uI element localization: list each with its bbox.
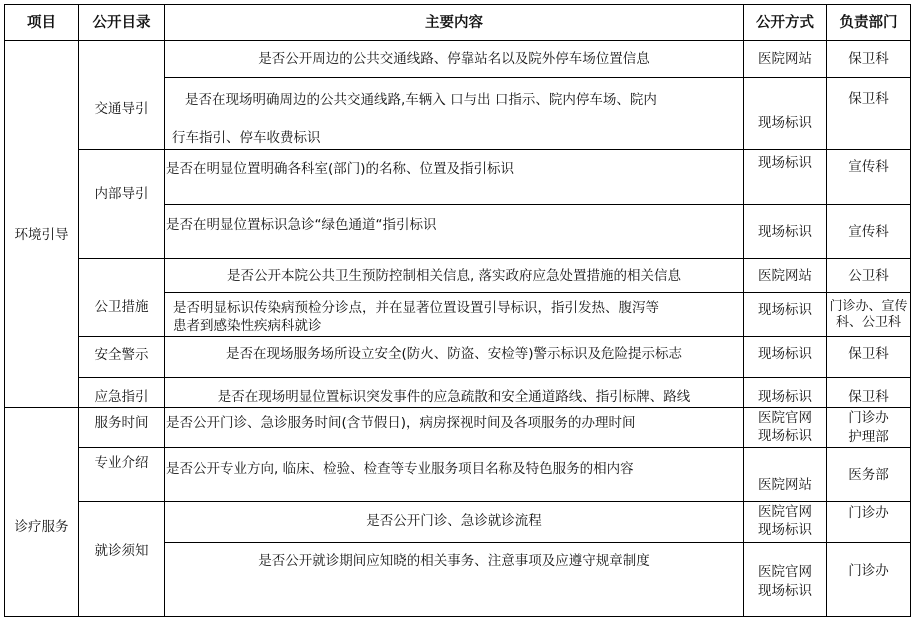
row-content: 是否在明显位置明确各科室(部门)的名称、位置及指引标识 — [166, 161, 515, 177]
row-dept: 宣传科 — [848, 159, 889, 175]
section-medical: 诊疗服务 — [14, 519, 69, 535]
row-dept: 宣传科 — [848, 224, 889, 240]
header-divider — [4, 40, 911, 41]
row-dept: 保卫科 — [848, 91, 889, 107]
catalog-public-health: 公卫措施 — [94, 299, 149, 315]
row-dept: 公卫科 — [848, 268, 889, 284]
row-divider — [164, 204, 911, 205]
catalog-emergency: 应急指引 — [94, 389, 149, 405]
header-content: 主要内容 — [425, 14, 483, 31]
row-method: 现场标识 — [758, 389, 812, 405]
row-divider — [78, 377, 911, 378]
section-divider — [4, 407, 911, 408]
row-content: 是否在现场明显位置标识突发事件的应急疏散和安全通道路线、指引标牌、路线 — [217, 389, 691, 405]
header-dept: 负责部门 — [839, 14, 898, 31]
row-content: 是否公开本院公共卫生预防控制相关信息, 落实政府应急处置措施的相关信息 — [226, 268, 682, 284]
row-content-line2: 行车指引、停车收费标识 — [172, 130, 321, 146]
row-content-line1: 是否明显标识传染病预检分诊点，并在显著位置设置引导标识，指引发热、腹泻等 — [173, 300, 659, 316]
catalog-traffic: 交通导引 — [94, 101, 149, 117]
row-divider — [78, 258, 911, 259]
row-dept: 保卫科 — [848, 389, 889, 405]
row-dept: 门诊办 — [848, 563, 889, 579]
row-dept-line1: 门诊办、宣传 — [829, 299, 908, 314]
border-bottom — [4, 616, 911, 617]
row-divider — [164, 542, 911, 543]
row-content: 是否公开周边的公共交通线路、停靠站名以及院外停车场位置信息 — [258, 51, 650, 67]
row-method: 医院网站 — [758, 477, 812, 493]
row-dept: 保卫科 — [848, 51, 889, 67]
catalog-specialty: 专业介绍 — [94, 455, 149, 471]
row-divider — [78, 149, 911, 150]
row-content-line1: 是否在现场明确周边的公共交通线路,车辆入 口与出 口指示、院内停车场、院内 — [185, 92, 657, 108]
row-method-line2: 现场标识 — [758, 522, 812, 538]
header-catalog: 公开目录 — [92, 14, 151, 31]
row-method: 现场标识 — [758, 346, 812, 362]
row-divider — [78, 447, 911, 448]
row-content: 是否在明显位置标识急诊“绿色通道“指引标识 — [166, 217, 437, 233]
row-method: 现场标识 — [758, 115, 812, 131]
row-dept: 保卫科 — [848, 346, 889, 362]
row-divider — [78, 501, 911, 502]
row-content: 是否公开专业方向, 临床、检验、检查等专业服务项目名称及特色服务的相内容 — [166, 461, 634, 477]
row-content: 是否公开门诊、急诊服务时间(含节假日)，病房探视时间及各项服务的办理时间 — [166, 415, 636, 431]
catalog-visit: 就诊须知 — [94, 543, 149, 559]
row-method-line1: 医院官网 — [758, 504, 812, 520]
row-method: 现场标识 — [758, 302, 812, 318]
catalog-internal: 内部导引 — [94, 186, 149, 202]
catalog-safety: 安全警示 — [94, 347, 149, 363]
row-content: 是否公开门诊、急诊就诊流程 — [366, 513, 542, 529]
row-method: 现场标识 — [758, 224, 812, 240]
row-method: 现场标识 — [758, 155, 812, 171]
row-method-line2: 现场标识 — [758, 428, 812, 444]
header-item: 项目 — [27, 14, 56, 31]
row-content: 是否公开就诊期间应知晓的相关事务、注意事项及应遵守规章制度 — [258, 553, 650, 569]
row-dept: 门诊办 — [848, 505, 889, 521]
row-content: 是否在现场服务场所设立安全(防火、防盗、安检等)警示标识及危险提示标志 — [225, 346, 683, 362]
row-method-line1: 医院官网 — [758, 410, 812, 426]
row-dept-line2: 科、公卫科 — [835, 315, 901, 330]
row-dept-line2: 护理部 — [848, 429, 889, 445]
catalog-service-time: 服务时间 — [94, 415, 149, 431]
border-right — [910, 4, 911, 617]
row-divider — [164, 77, 911, 78]
row-method: 医院网站 — [758, 268, 812, 284]
row-content-line2: 患者到感染性疾病科就诊 — [173, 318, 322, 334]
row-method: 医院网站 — [758, 51, 812, 67]
row-dept-line1: 门诊办 — [848, 410, 889, 426]
header-method: 公开方式 — [756, 14, 814, 31]
row-divider — [78, 336, 911, 337]
row-divider — [164, 292, 911, 293]
row-dept: 医务部 — [848, 467, 889, 483]
row-method-line2: 现场标识 — [758, 583, 812, 599]
section-environment: 环境引导 — [14, 227, 69, 243]
row-method-line1: 医院官网 — [758, 564, 812, 580]
